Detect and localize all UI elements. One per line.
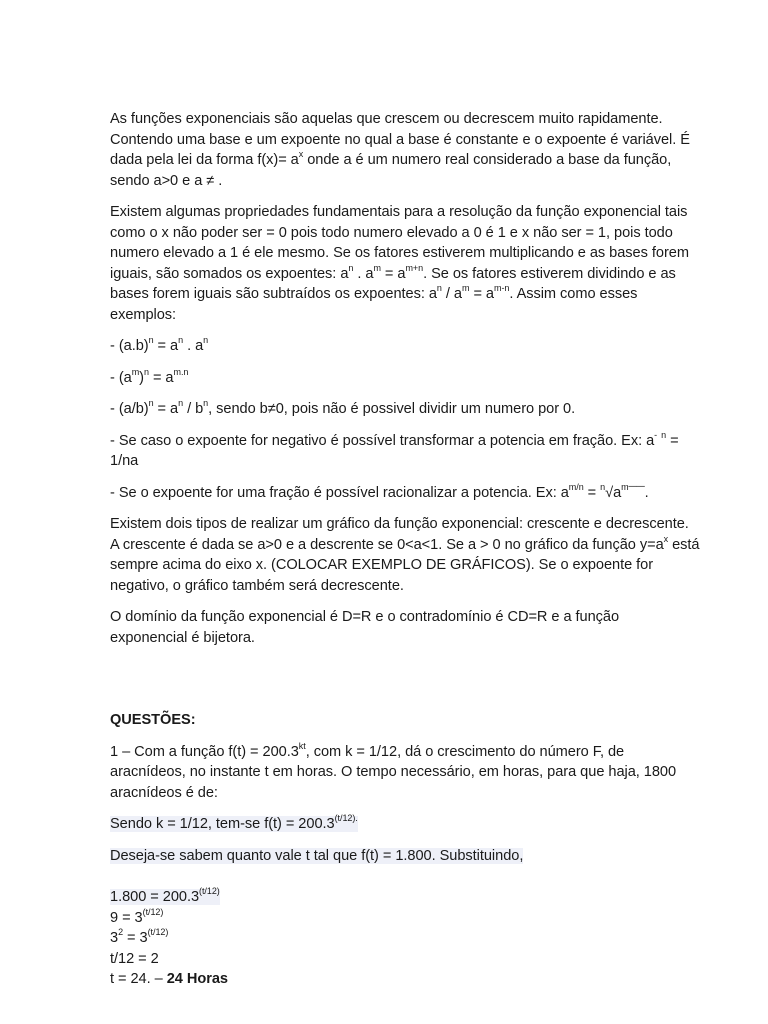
text: 1 – Com a função f(t) = 200.3 (110, 743, 299, 760)
text: - (a (110, 369, 132, 386)
equation-line: t/12 = 2 (110, 950, 159, 967)
superscript: n (148, 398, 154, 409)
property-item-fraction (110, 483, 700, 504)
property-item-power (110, 368, 700, 389)
text: - (a.b) (110, 338, 149, 354)
superscript: x (298, 149, 304, 160)
answer-text: 24 Horas (166, 971, 228, 987)
text: = a (469, 286, 494, 302)
text: ) (139, 369, 144, 386)
highlighted-text (110, 813, 358, 832)
paragraph-definition (110, 109, 700, 191)
solution-step-2 (110, 846, 700, 867)
superscript: n (600, 481, 606, 492)
text: As funções exponenciais são aquelas que crescem ou decrescem muito rapidamente. Contendo uma base e um expoente no qual a base é constante e o expoente é variável. É dada pela lei da forma f(x)= a (110, 111, 690, 168)
equation-line (110, 887, 700, 908)
text: = 1/na (110, 432, 679, 469)
property-item-product (110, 336, 700, 357)
section-heading: QUESTÕES: (110, 712, 196, 728)
superscript: n (178, 335, 184, 346)
superscript: m-n (494, 283, 510, 294)
text: / b (183, 401, 204, 417)
text: Existem dois tipos de realizar um gráfico da função exponencial: crescente e decrescente. A crescente é dada se a>0 e a descrente se 0<a<1. Se a > 0 no gráfico da função y=a (110, 516, 689, 553)
equation-line (110, 969, 700, 990)
superscript: m/n (568, 481, 584, 492)
text: - (a/b) (110, 401, 149, 417)
text: ¯¯. (628, 484, 649, 501)
text: . a (353, 265, 374, 282)
text: √a (605, 484, 622, 501)
superscript: n (203, 398, 209, 409)
superscript: n (178, 398, 184, 409)
superscript: n (348, 262, 354, 273)
text: / a (441, 286, 462, 302)
text: , com k = 1/12, dá o crescimento do número F, de aracnídeos, no instante t em horas. O tempo necessário, em horas, para que haja, 1800 aracnídeos é de: (110, 743, 677, 801)
text: . a (183, 338, 204, 354)
solution-step-1 (110, 814, 700, 835)
superscript: n (203, 335, 209, 346)
document-body (110, 109, 700, 990)
question-1 (110, 742, 700, 804)
text: - Se o expoente for uma fração é possível racionalizar a potencia. Ex: a (110, 484, 569, 501)
superscript: n (143, 366, 149, 377)
text: . Se os fatores estiverem dividindo e as bases forem iguais são subtraídos os expoentes: a (110, 265, 676, 302)
superscript: 2 (118, 927, 124, 938)
superscript: m (373, 262, 381, 273)
text: . Assim como esses exemplos: (110, 286, 638, 323)
equation-line (110, 908, 700, 929)
text: Sendo k = 1/12, tem-se f(t) = 200.3 (110, 816, 335, 832)
superscript: - (654, 429, 658, 440)
text: = a (148, 369, 174, 386)
superscript: n (661, 429, 667, 440)
text: 9 = 3 (110, 909, 143, 926)
equation-line (110, 928, 700, 949)
paragraph-domain: O domínio da função exponencial é D=R e o contradomínio é CD=R e a função exponencial é bijetora. (110, 609, 620, 646)
superscript: m (461, 283, 470, 294)
text: , sendo b≠0, pois não é possivel dividir um numero por 0. (208, 401, 576, 417)
superscript: n (436, 283, 442, 294)
paragraph-graphs (110, 514, 700, 596)
text: - Se caso o expoente for negativo é possível transformar a potencia em fração. Ex: a (110, 432, 655, 449)
property-item-quotient (110, 399, 700, 420)
superscript: m (131, 366, 140, 377)
superscript: n (148, 335, 154, 346)
superscript: (t/12) (199, 886, 220, 897)
text: = (583, 484, 601, 501)
text: está sempre acima do eixo x. (COLOCAR EXEMPLO DE GRÁFICOS). Se o expoente for negativo, o gráfico também será decrescente. (110, 536, 700, 594)
text: = a (380, 265, 406, 282)
superscript: m (621, 481, 629, 492)
superscript: x (663, 533, 669, 544)
superscript: m+n (405, 262, 424, 273)
text: Existem algumas propriedades fundamentais para a resolução da função exponencial tais como o x não poder ser = 0 pois todo numero elevado a 0 é 1 e x não ser = 1, pois todo numero elevado a 1 é ele mesmo. Se os fatores estiverem multiplicando e as bases forem iguais, são somados os expoentes: a (110, 204, 689, 282)
text: onde a é um numero real considerado a base da função, sendo a>0 e a ≠ . (110, 152, 672, 189)
text: = 3 (123, 930, 148, 946)
superscript: (t/12). (334, 813, 358, 824)
solution-equations (110, 887, 700, 990)
text: t = 24. – (110, 971, 167, 987)
paragraph-properties (110, 202, 700, 325)
text: 3 (110, 930, 119, 946)
superscript: m.n (173, 366, 189, 377)
text: = a (153, 401, 179, 417)
highlighted-text: Deseja-se sabem quanto vale t tal que f(t) = 1.800. Substituindo, (110, 847, 524, 864)
superscript: (t/12) (147, 927, 169, 938)
text: 1.800 = 200.3 (110, 889, 200, 905)
text: = a (153, 338, 179, 354)
property-item-negative (110, 431, 700, 472)
superscript: kt (298, 740, 306, 751)
superscript: (t/12) (142, 906, 164, 917)
spacer (110, 659, 700, 710)
highlighted-text (110, 886, 220, 905)
